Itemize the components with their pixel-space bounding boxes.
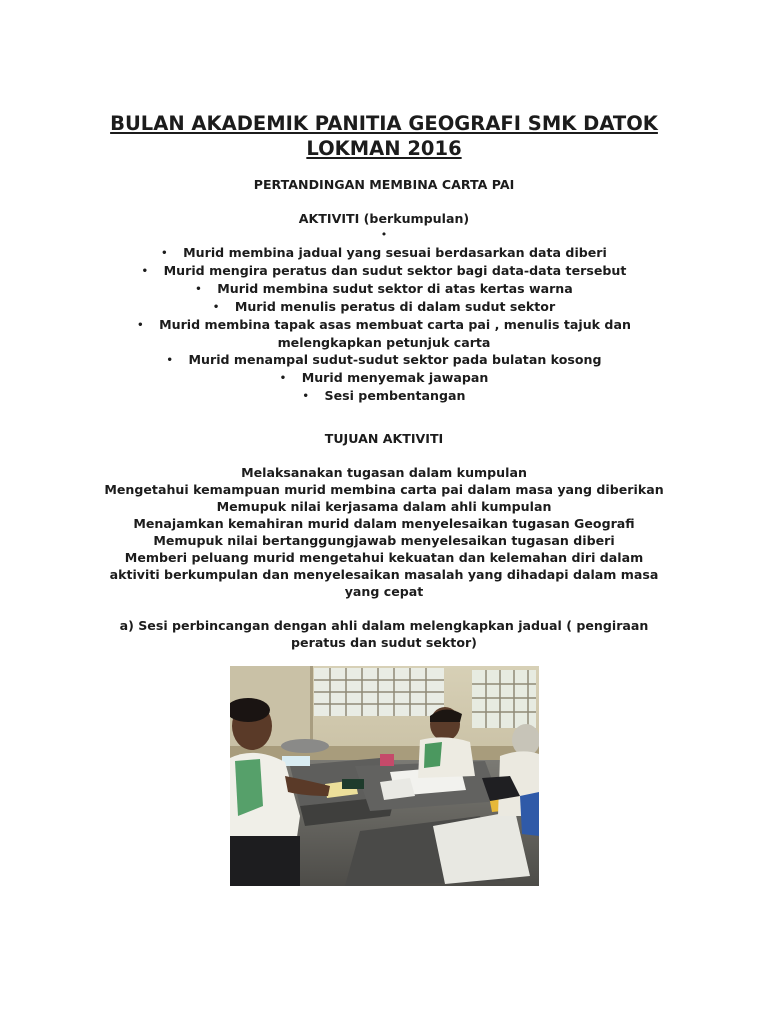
title-line-1: BULAN AKADEMIK PANITIA GEOGRAFI SMK DATOK [110, 112, 658, 135]
photo-caption [90, 617, 678, 651]
list-item [100, 298, 668, 316]
bullet-dot: • [161, 248, 168, 259]
bullet-dot: • [195, 284, 202, 295]
document-title [90, 111, 678, 161]
list-item [100, 369, 668, 387]
objective-line: Memberi peluang murid mengetahui kekuatan dan kelemahan diri dalam [124, 550, 644, 565]
objective-line: Memupuk nilai bertanggungjawab menyelesaikan tugasan diberi [153, 533, 615, 548]
list-item-text: Murid menyemak jawapan [301, 370, 489, 385]
objective-line: Memupuk nilai kerjasama dalam ahli kumpulan [216, 499, 552, 514]
title-line-2: LOKMAN 2016 [306, 137, 462, 160]
list-item-text: Sesi pembentangan [324, 388, 466, 403]
objective-line: Menajamkan kemahiran murid dalam menyelesaikan tugasan Geografi [133, 516, 635, 531]
list-item-text: Murid membina sudut sektor di atas kertas warna [217, 281, 573, 296]
objectives-list [80, 464, 688, 600]
list-item-continuation: melengkapkan petunjuk carta [277, 335, 491, 350]
list-item-text: Murid membina tapak asas membuat carta pai , menulis tajuk dan [159, 317, 631, 332]
caption-line-1: a) Sesi perbincangan dengan ahli dalam melengkapkan jadual ( pengiraan [119, 618, 649, 633]
photo-window-2 [472, 670, 536, 728]
classroom-photo [230, 666, 539, 886]
activity-list [100, 244, 668, 405]
empty-bullet: • [380, 228, 388, 241]
photo-stool [281, 739, 329, 753]
caption-line-2: peratus dan sudut sektor) [291, 635, 477, 650]
subtitle: PERTANDINGAN MEMBINA CARTA PAI [253, 177, 515, 192]
list-item-text: Murid menampal sudut-sudut sektor pada bulatan kosong [188, 352, 602, 367]
activity-heading: AKTIVITI (berkumpulan) [298, 211, 470, 226]
bullet-dot: • [137, 320, 144, 331]
list-item-text: Murid mengira peratus dan sudut sektor bagi data-data tersebut [163, 263, 627, 278]
objective-line: Mengetahui kemampuan murid membina carta pai dalam masa yang diberikan [104, 482, 664, 497]
objective-line: Melaksanakan tugasan dalam kumpulan [241, 465, 527, 480]
bullet-dot: • [302, 391, 309, 402]
objective-line: yang cepat [344, 584, 424, 599]
list-item [100, 387, 668, 405]
objectives-heading: TUJUAN AKTIVITI [324, 431, 444, 446]
list-item-text: Murid menulis peratus di dalam sudut sektor [234, 299, 556, 314]
list-item [100, 351, 668, 369]
bullet-dot: • [279, 373, 287, 384]
list-item-text: Murid membina jadual yang sesuai berdasarkan data diberi [183, 245, 607, 260]
bullet-dot: • [212, 302, 220, 313]
bullet-dot: • [166, 355, 173, 366]
list-item [100, 280, 668, 298]
list-item [100, 244, 668, 262]
objective-line: aktiviti berkumpulan dan menyelesaikan masalah yang dihadapi dalam masa [109, 567, 659, 582]
list-item [100, 316, 668, 351]
photo-window-1 [314, 668, 444, 716]
bullet-dot: • [141, 266, 149, 277]
list-item [100, 262, 668, 280]
